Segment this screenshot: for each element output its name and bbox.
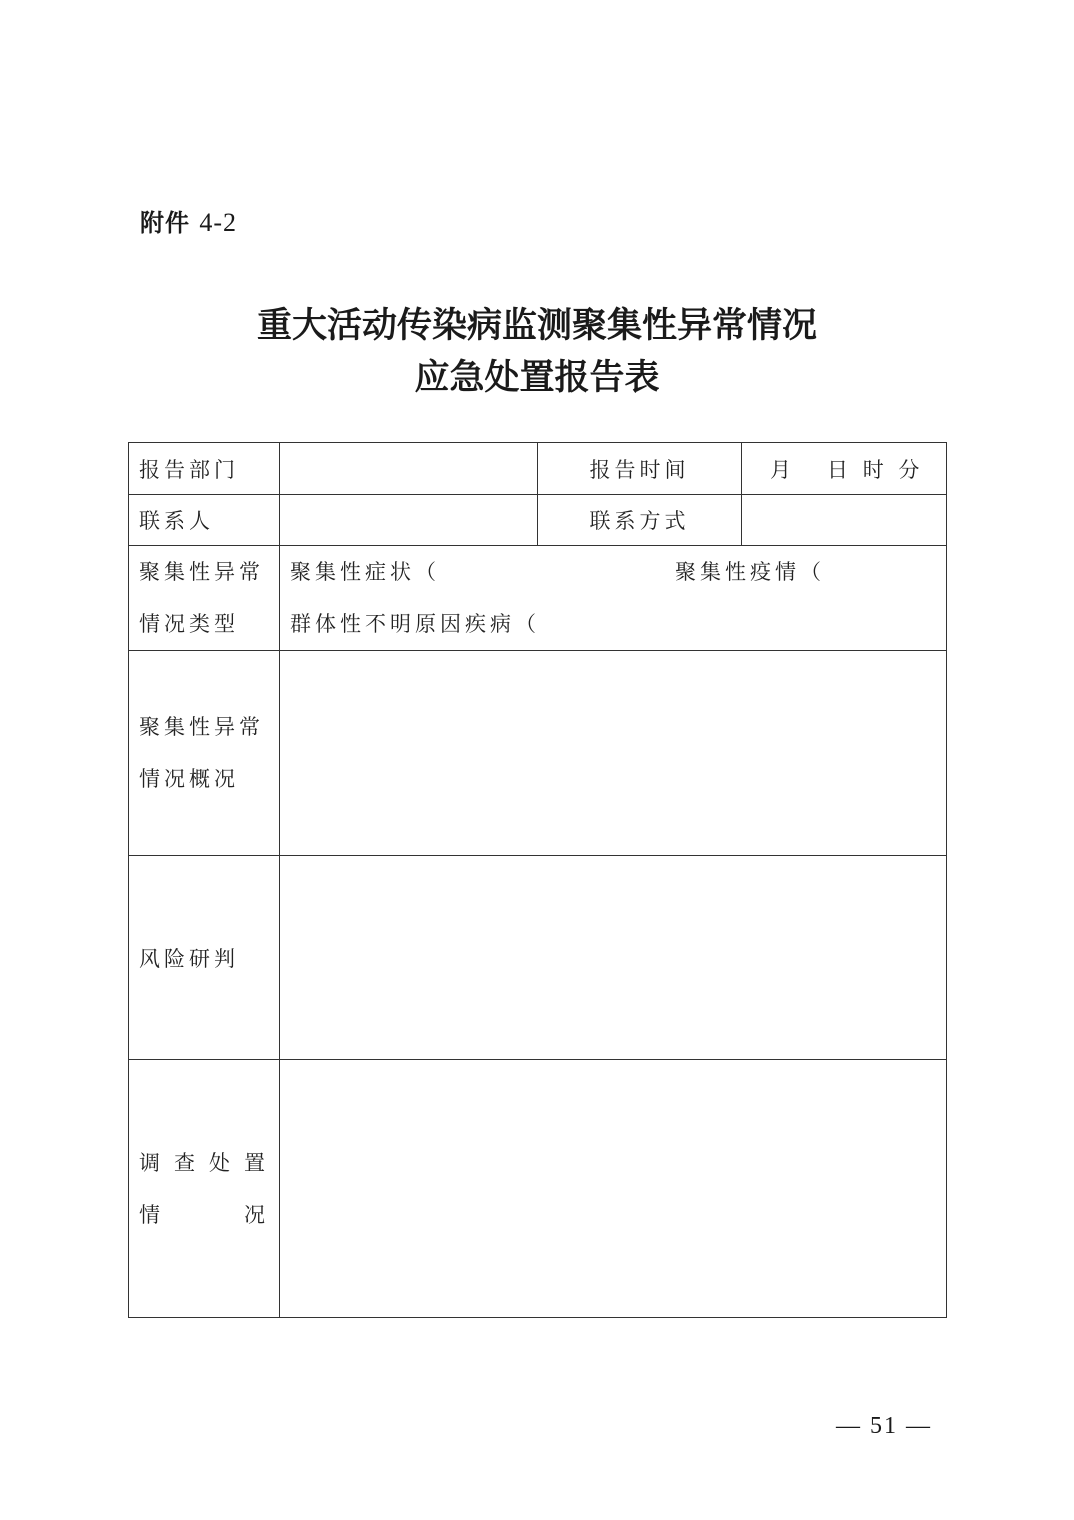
form-row-contact bbox=[129, 495, 947, 546]
report-form-table bbox=[128, 442, 947, 1318]
contact-method-value[interactable] bbox=[742, 495, 947, 546]
page-number: — 51 — bbox=[836, 1413, 932, 1439]
investigation-char: 置 bbox=[244, 1150, 269, 1175]
risk-assessment-label: 风险研判 bbox=[129, 856, 280, 1060]
attachment-label bbox=[140, 203, 237, 238]
form-row-overview bbox=[129, 651, 947, 856]
option-unknown-disease[interactable]: 群体性不明原因疾病（ bbox=[290, 612, 540, 636]
investigation-char: 处 bbox=[209, 1150, 234, 1175]
contact-value[interactable] bbox=[280, 495, 538, 546]
risk-assessment-value[interactable] bbox=[280, 856, 947, 1060]
investigation-value[interactable] bbox=[280, 1060, 947, 1318]
report-time-value[interactable]: 月 日 时 分 bbox=[742, 443, 947, 495]
attachment-number: 4-2 bbox=[199, 208, 238, 237]
anomaly-type-options-line1 bbox=[280, 546, 946, 598]
attachment-prefix: 附件 bbox=[140, 209, 190, 237]
overview-label-line2: 情况概况 bbox=[139, 767, 239, 791]
option-cluster-epidemic[interactable]: 聚集性疫情（ bbox=[675, 560, 825, 584]
contact-method-label: 联系方式 bbox=[538, 495, 742, 546]
option-cluster-symptoms[interactable]: 聚集性症状（ bbox=[290, 560, 440, 584]
overview-label bbox=[129, 651, 280, 856]
investigation-label-line2 bbox=[139, 1189, 279, 1241]
investigation-char: 情 bbox=[139, 1202, 164, 1227]
form-row-type bbox=[129, 546, 947, 651]
investigation-label bbox=[129, 1060, 280, 1318]
investigation-char: 调 bbox=[139, 1150, 164, 1175]
investigation-label-line1 bbox=[139, 1137, 279, 1189]
form-row-report bbox=[129, 443, 947, 495]
anomaly-type-label bbox=[129, 546, 280, 651]
overview-value[interactable] bbox=[280, 651, 947, 856]
anomaly-type-options-line2 bbox=[280, 598, 946, 650]
report-dept-label: 报告部门 bbox=[129, 443, 280, 495]
anomaly-type-label-line1: 聚集性异常 bbox=[139, 560, 264, 584]
investigation-char: 况 bbox=[244, 1202, 269, 1227]
page-title-line2: 应急处置报告表 bbox=[414, 358, 660, 398]
form-row-risk bbox=[129, 856, 947, 1060]
report-time-label: 报告时间 bbox=[538, 443, 742, 495]
report-dept-value[interactable] bbox=[280, 443, 538, 495]
investigation-char: 查 bbox=[174, 1150, 199, 1175]
anomaly-type-label-line2: 情况类型 bbox=[139, 612, 239, 636]
anomaly-type-options bbox=[280, 546, 947, 651]
contact-label: 联系人 bbox=[129, 495, 280, 546]
page-title-line1: 重大活动传染病监测聚集性异常情况 bbox=[256, 306, 817, 346]
overview-label-line1: 聚集性异常 bbox=[139, 715, 264, 739]
form-row-investigation bbox=[129, 1060, 947, 1318]
